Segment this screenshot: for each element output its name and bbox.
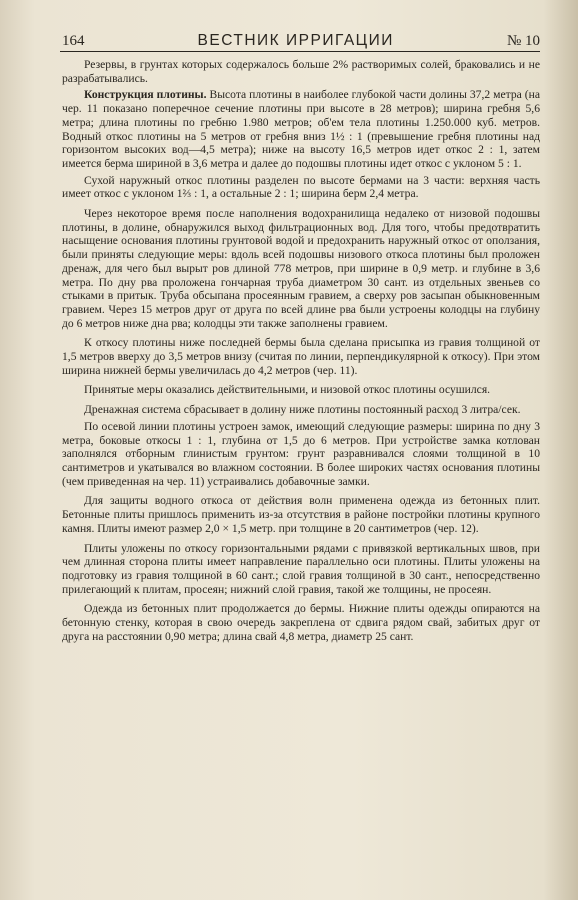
paragraph: Для защиты водного откоса от действия волн применена одежда из бетонных плит. Бетонные плиты пришлось применить из-за отсутствия в районе постройки плотины крупного камня. Плиты имеют размер 2,0 × 1,5 метр. при толщине в 20 сантиметров (чер. 12). — [62, 494, 540, 535]
paragraph: Резервы, в грунтах которых содержалось больше 2% растворимых солей, браковались и не разрабатывались. — [62, 58, 540, 85]
paragraph: Сухой наружный откос плотины разделен по высоте бермами на 3 части: верхняя часть имеет откос с уклоном 1⅔ : 1, а остальные 2 : 1; ширина берм 2,4 метра. — [62, 173, 540, 201]
paragraph: Одежда из бетонных плит продолжается до бермы. Нижние плиты одежды опираются на бетонную стенку, которая в свою очередь закреплена от сдвига рядом свай, забитых друг от друга на расстоянии 0,90 метра; длина свай 4,8 метра, диаметр 25 сант. — [62, 602, 540, 643]
page-number: 164 — [62, 33, 85, 49]
paragraph: К откосу плотины ниже последней бермы была сделана присыпка из гравия толщиной от 1,5 метров вверху до 3,5 метров внизу (считая по линии, перпендикулярной к откосу). При этом ширина нижней бермы увеличилась до 4,2 метров (чер. 11). — [62, 336, 540, 377]
paragraph: Конструкция плотины. Высота плотины в наиболее глубокой части долины 37,2 метра (на чер. 11 показано поперечное сечение плотины при высоте в 28 метров); ширина гребня 5,6 метра; длина плотины по гребню 1.980 метров; об'ем тела плотины 1.250.000 куб. метров. Водный откос плотины на 5 метров от гребня вниз 1½ : 1 (превышение гребня плотины над горизонтом высоких вод—4,5 метра); ниже на высоту 16,5 метров идет откос 2 : 1, затем имеется берма шириной в 3,6 метра и далее до подошвы плотины идет откос с уклоном 5 : 1. — [62, 88, 540, 170]
paragraph: Дренажная система сбрасывает в долину ниже плотины постоянный расход 3 литра/сек. — [84, 403, 521, 417]
section-heading: Конструкция плотины. — [84, 88, 207, 102]
paragraph: По осевой линии плотины устроен замок, имеющий следующие размеры: ширина по дну 3 метра, боковые откосы 1 : 1, глубина от 1,5 до 6 метров. При устройстве замка котлован заполнялся отборным глинистым грунтом: грунт разравнивался слоями толщиной в 10 сантиметров и укатывался во влажном состоянии. В более широких частях основания плотины (чем приведенная на чер. 11) устраивались добавочные замки. — [62, 419, 540, 488]
journal-title: ВЕСТНИК ИРРИГАЦИИ — [197, 32, 394, 49]
article-body — [62, 58, 540, 646]
paragraph: Через некоторое время после наполнения водохранилища недалеко от низовой подошвы плотины, в долине, обнаружился выход фильтрационных вод. Для того, чтобы предотвратить насыщение основания плотины грунтовой водой и предохранить наружный откос от оползания, были приняты следующие меры: вдоль всей подошвы низового откоса плотины был проложен дренаж, для чего был вырыт ров длиной 778 метров, при ширине в 0,9 метр. и глубине в 3,6 метра. По дну рва проложена гончарная труба диаметром 30 сант. из отдельных звеньев со стыками в притык. Труба обсыпана просеянным гравием, а сверху ров засыпан обыкновенным гравием. Через 15 метров друг от друга по всей длине рва были устроены колодцы на глубину до 6 метров ниже дна рва; колодцы эти также заполнены гравием. — [62, 207, 540, 330]
header-rule — [60, 51, 540, 52]
running-header — [62, 26, 540, 50]
issue-number: № 10 — [506, 33, 540, 49]
paragraph: Плиты уложены по откосу горизонтальными рядами с привязкой вертикальных швов, при чем длинная сторона плиты имеет направление параллельно оси плотины. Плиты уложены на подготовку из гравия толщиной в 60 сант.; слой гравия толщиной в 30 сант., непосредственно прилегающий к плитам, просеян; нижний слой гравия, такой же толщины, не просеян. — [62, 541, 540, 596]
paragraph: Принятые меры оказались действительными, и низовой откос плотины осушился. — [84, 383, 491, 397]
